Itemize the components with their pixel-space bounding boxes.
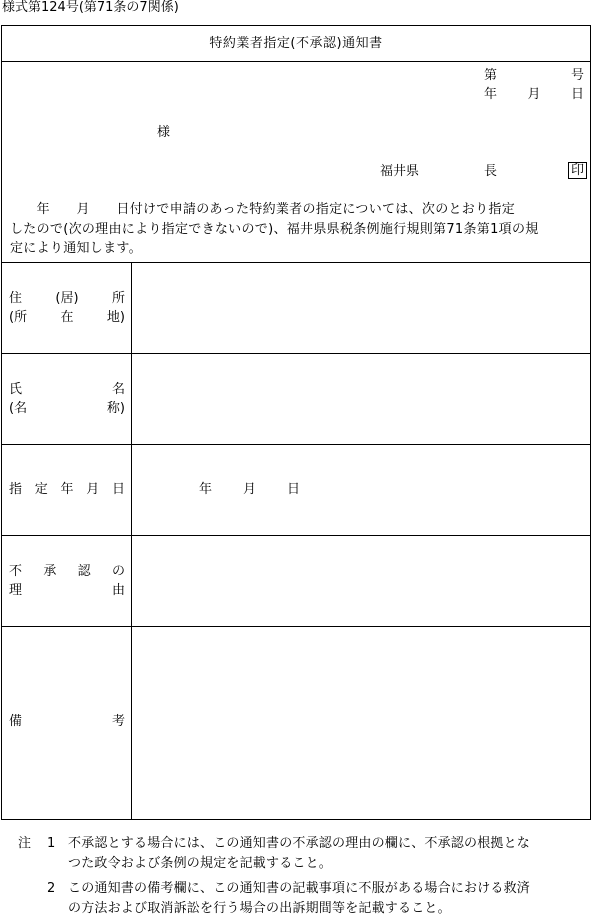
note-number: 2	[47, 881, 56, 896]
title-divider	[1, 61, 591, 62]
addressee-suffix: 様	[157, 125, 171, 140]
designation-date-value[interactable]	[199, 483, 300, 496]
label-char: 氏	[9, 382, 23, 397]
date-year: 年	[199, 482, 213, 497]
seal-mark: 印	[568, 162, 587, 179]
date-year: 年	[484, 87, 498, 102]
header-divider	[1, 262, 591, 263]
table-border-right	[590, 25, 591, 820]
date-month: 月	[527, 87, 541, 102]
rejection-reason-label	[9, 565, 125, 578]
row-divider	[1, 444, 591, 445]
label-char: 称)	[106, 401, 125, 416]
table-border-bottom	[1, 819, 591, 820]
label-char: 備	[9, 714, 23, 729]
note-text: 不承認とする場合には、この通知書の不承認の理由の欄に、不承認の根拠とな	[68, 836, 531, 851]
label-char: 定	[34, 482, 48, 497]
address-label	[9, 292, 125, 305]
label-char: (名	[9, 401, 28, 416]
label-char: 理	[9, 583, 23, 598]
remarks-label	[9, 715, 125, 728]
label-char: 日	[111, 482, 125, 497]
body-text-line: 定により通知します。	[10, 241, 142, 256]
date-month: 月	[242, 482, 256, 497]
label-char: 承	[43, 564, 57, 579]
name-label	[9, 383, 125, 396]
document-title: 特約業者指定(不承認)通知書	[209, 36, 383, 51]
label-char: の	[111, 564, 125, 579]
document-number	[484, 69, 584, 82]
row-divider	[1, 535, 591, 536]
label-char: 地)	[106, 310, 125, 325]
document-date	[484, 88, 584, 101]
label-char: 不	[9, 564, 23, 579]
number-prefix: 第	[484, 68, 498, 83]
row-divider	[1, 353, 591, 354]
label-char: (所	[9, 310, 28, 325]
row-divider	[1, 626, 591, 627]
label-char: 在	[60, 310, 74, 325]
label-char: 年	[60, 482, 74, 497]
designation-date-label	[9, 483, 125, 496]
note-text: つた政令および条例の規定を記載すること。	[68, 856, 333, 871]
label-char: 指	[9, 482, 23, 497]
label-char: 月	[86, 482, 100, 497]
location-label	[9, 311, 125, 324]
label-char: 認	[77, 564, 91, 579]
label-char: 由	[111, 583, 125, 598]
label-char: (居)	[55, 291, 79, 306]
issuer-prefecture: 福井県	[380, 164, 420, 179]
body-text-line: したので(次の理由により指定できないので)、福井県県税条例施行規則第71条第1項の規	[10, 222, 539, 237]
date-day: 日	[286, 482, 300, 497]
table-border-left	[1, 25, 2, 820]
issuer-title: 長	[484, 164, 498, 179]
label-column-divider	[131, 262, 132, 820]
table-border-top	[1, 25, 591, 26]
number-suffix: 号	[570, 68, 584, 83]
note-number: 1	[47, 836, 56, 851]
label-char: 名	[111, 382, 125, 397]
date-day: 日	[570, 87, 584, 102]
note-text: の方法および取消訴訟を行う場合の出訴期間等を記載すること。	[68, 901, 451, 916]
label-char: 住	[9, 291, 23, 306]
corporate-name-label	[9, 402, 125, 415]
note-text: この通知書の備考欄に、この通知書の記載事項に不服がある場合における救済	[68, 881, 531, 896]
notes-prefix: 注	[18, 836, 32, 851]
label-char: 考	[111, 714, 125, 729]
rejection-reason-label-line2	[9, 584, 125, 597]
body-text-line: 年 月 日付けで申請のあった特約業者の指定については、次のとおり指定	[10, 202, 516, 217]
form-number-label: 様式第124号(第71条の7関係)	[2, 0, 179, 15]
label-char: 所	[111, 291, 125, 306]
